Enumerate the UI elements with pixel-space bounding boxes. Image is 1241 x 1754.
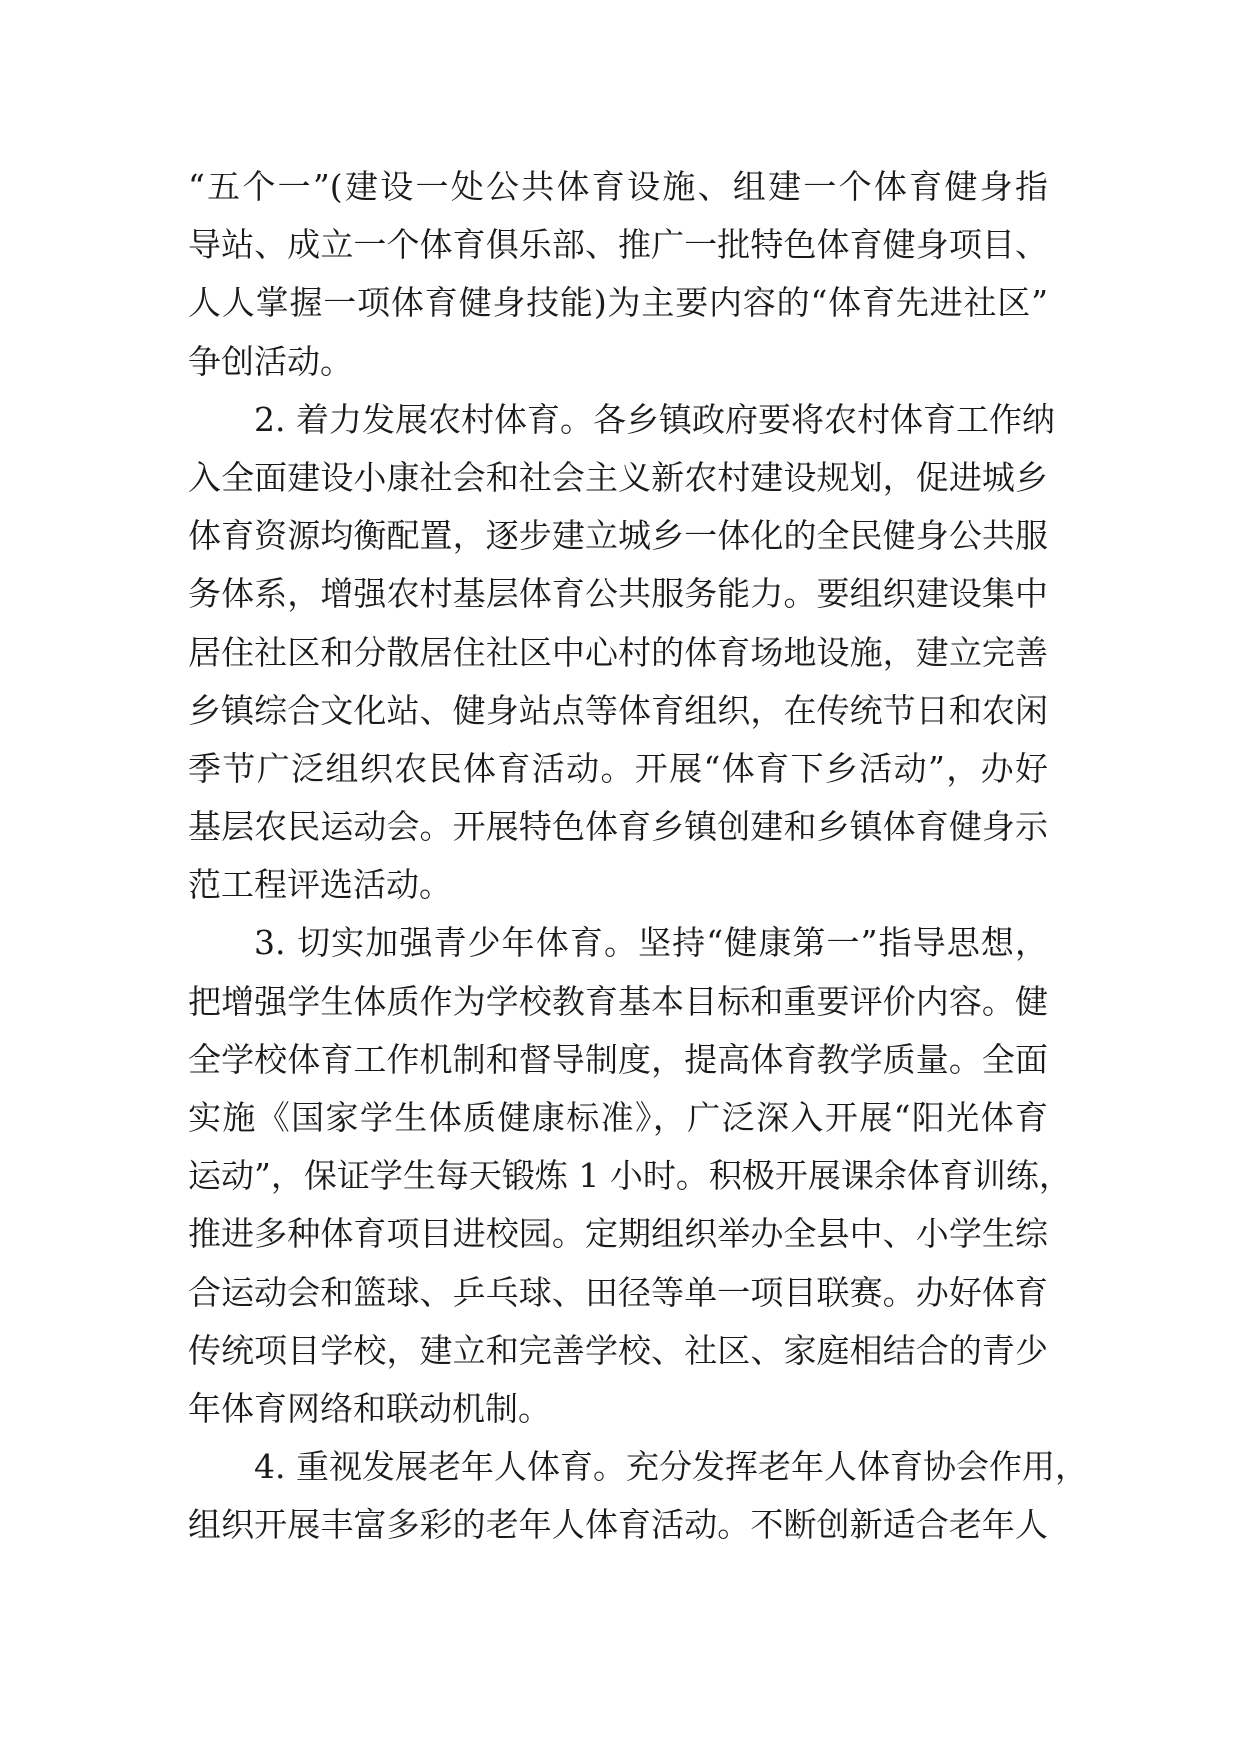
text-line: 季节广泛组织农民体育活动。开展“体育下乡活动”，办好 (188, 748, 1048, 788)
text-line: 3. 切实加强青少年体育。坚持“健康第一”指导思想， (254, 923, 1048, 963)
text-line: “五个一”(建设一处公共体育设施、组建一个体育健身指 (188, 167, 1048, 206)
text-line: 合运动会和篮球、乒乓球、田径等单一项目联赛。办好体育 (188, 1272, 1048, 1312)
text-line: 传统项目学校，建立和完善学校、社区、家庭相结合的青少 (188, 1330, 1048, 1370)
text-line: 范工程评选活动。 (188, 865, 452, 905)
text-line: 居住社区和分散居住社区中心村的体育场地设施，建立完善 (188, 632, 1048, 672)
text-line: 体育资源均衡配置，逐步建立城乡一体化的全民健身公共服 (188, 516, 1048, 556)
text-line: 2. 着力发展农村体育。各乡镇政府要将农村体育工作纳 (254, 399, 1055, 439)
text-line: 年体育网络和联动机制。 (188, 1388, 551, 1428)
text-line: 入全面建设小康社会和社会主义新农村建设规划，促进城乡 (188, 457, 1048, 497)
text-line: 务体系，增强农村基层体育公共服务能力。要组织建设集中 (188, 574, 1048, 614)
document-page (188, 158, 1088, 1555)
text-line: 把增强学生体质作为学校教育基本目标和重要评价内容。健 (188, 981, 1048, 1021)
text-line: 争创活动。 (188, 341, 353, 381)
text-line: 乡镇综合文化站、健身站点等体育组织，在传统节日和农闲 (188, 690, 1048, 730)
text-line: 全学校体育工作机制和督导制度，提高体育教学质量。全面 (188, 1039, 1048, 1079)
text-line: 运动”，保证学生每天锻炼 1 小时。积极开展课余体育训练， (188, 1156, 1072, 1196)
text-line: 组织开展丰富多彩的老年人体育活动。不断创新适合老年人 (188, 1505, 1048, 1545)
text-line: 基层农民运动会。开展特色体育乡镇创建和乡镇体育健身示 (188, 807, 1048, 847)
text-line: 实施《国家学生体质健康标准》，广泛深入开展“阳光体育 (188, 1098, 1048, 1137)
text-line: 4. 重视发展老年人体育。充分发挥老年人体育协会作用， (254, 1447, 1088, 1487)
text-line: 推进多种体育项目进校园。定期组织举办全县中、小学生综 (188, 1214, 1048, 1254)
text-line: 导站、成立一个体育俱乐部、推广一批特色体育健身项目、 (188, 225, 1048, 265)
text-line: 人人掌握一项体育健身技能)为主要内容的“体育先进社区” (188, 283, 1048, 323)
